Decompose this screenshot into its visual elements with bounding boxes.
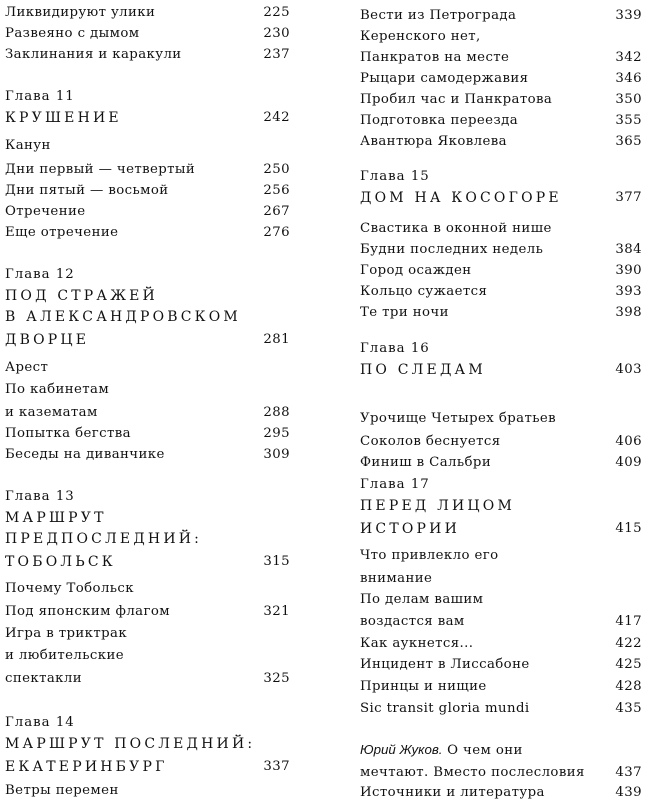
entry-text: Арест — [5, 360, 49, 375]
page-number: 393 — [615, 284, 642, 299]
entry-text: Глава 11 — [5, 89, 75, 104]
entry-text: Кольцо сужается — [360, 284, 488, 299]
page-number: 425 — [615, 657, 642, 672]
entry-text: Финиш в Сальбри — [360, 455, 492, 470]
entry-text: Глава 12 — [5, 267, 75, 282]
entry-text: и любительские — [5, 648, 124, 663]
entry-text: ДВОРЦЕ — [5, 332, 90, 348]
entry-text: КРУШЕНИЕ — [5, 110, 122, 126]
author-name: Юрий Жуков. — [360, 742, 443, 757]
page-number: 346 — [615, 71, 642, 86]
page-number: 267 — [263, 204, 290, 219]
page-number: 225 — [263, 5, 290, 20]
entry-text: воздастся вам — [360, 614, 465, 629]
entry-text: Как аукнется... — [360, 636, 474, 651]
entry-text-rest: О чем они — [447, 743, 523, 758]
entry-text: По кабинетам — [5, 382, 110, 397]
entry-text: Инцидент в Лиссабоне — [360, 657, 530, 672]
page-number: 437 — [615, 765, 642, 780]
entry-text: Панкратов на месте — [360, 50, 510, 65]
entry-text: Игра в триктрак — [5, 626, 128, 641]
page-number: 390 — [615, 263, 642, 278]
page-number: 242 — [263, 110, 290, 125]
entry-text: Глава 14 — [5, 715, 75, 730]
entry-text: внимание — [360, 571, 433, 586]
entry-text: и казематам — [5, 405, 98, 420]
page-number: 355 — [615, 113, 642, 128]
entry-text: Авантюра Яковлева — [360, 134, 508, 149]
entry-text: Беседы на диванчике — [5, 447, 165, 462]
entry-text: Будни последних недель — [360, 242, 544, 257]
entry-text: Дни первый — четвертый — [5, 162, 196, 177]
entry-text: Канун — [5, 138, 51, 153]
entry-text: Под японским флагом — [5, 604, 171, 619]
entry-text: Глава 13 — [5, 489, 75, 504]
entry-text: По делам вашим — [360, 592, 484, 607]
page-number: 428 — [615, 679, 642, 694]
page-number: 342 — [615, 50, 642, 65]
entry-text: Пробил час и Панкратова — [360, 92, 553, 107]
entry-text: Источники и литература — [360, 785, 545, 800]
page-number: 415 — [615, 521, 642, 536]
page-number: 325 — [263, 671, 290, 686]
entry-text: Попытка бегства — [5, 426, 131, 441]
entry-text: Свастика в оконной нише — [360, 221, 552, 236]
entry-text: Рыцари самодержавия — [360, 71, 529, 86]
page-number: 377 — [615, 190, 642, 205]
page-number: 403 — [615, 362, 642, 377]
page-number: 398 — [615, 305, 642, 320]
page-number: 439 — [615, 785, 642, 800]
entry-text: Вести из Петрограда — [360, 8, 517, 23]
entry-text: Заклинания и каракули — [5, 47, 182, 62]
entry-text: В АЛЕКСАНДРОВСКОМ — [5, 309, 241, 325]
entry-text — [360, 741, 523, 760]
page-number: 321 — [263, 604, 290, 619]
entry-text: Принцы и нищие — [360, 679, 487, 694]
page-number: 384 — [615, 242, 642, 257]
page-number: 309 — [263, 447, 290, 462]
page-number: 288 — [263, 405, 290, 420]
entry-text: Соколов беснуется — [360, 434, 501, 449]
page-number: 435 — [615, 701, 642, 716]
page-number: 350 — [615, 92, 642, 107]
page-number: 365 — [615, 134, 642, 149]
entry-text: спектакли — [5, 671, 82, 686]
entry-text: Еще отречение — [5, 225, 119, 240]
entry-text: ПЕРЕД ЛИЦОМ — [360, 498, 516, 514]
entry-text: Глава 16 — [360, 341, 430, 356]
entry-text: Глава 17 — [360, 477, 430, 492]
page-number: 339 — [615, 8, 642, 23]
entry-text: Подготовка переезда — [360, 113, 519, 128]
page-number: 337 — [263, 759, 290, 774]
entry-text: МАРШРУТ — [5, 510, 107, 526]
entry-text: Те три ночи — [360, 305, 449, 320]
entry-text: ПОД СТРАЖЕЙ — [5, 288, 158, 304]
entry-text: Глава 15 — [360, 169, 430, 184]
page-number: 417 — [615, 614, 642, 629]
entry-text: ИСТОРИИ — [360, 521, 460, 537]
entry-text: Развеяно с дымом — [5, 26, 140, 41]
entry-text: ТОБОЛЬСК — [5, 554, 116, 570]
entry-text: Отречение — [5, 204, 86, 219]
entry-text: Город осажден — [360, 263, 472, 278]
page-number: 230 — [263, 26, 290, 41]
page-number: 409 — [615, 455, 642, 470]
page-number: 237 — [263, 47, 290, 62]
entry-text: Ликвидируют улики — [5, 5, 156, 20]
page-number: 276 — [263, 225, 290, 240]
entry-text: ПО СЛЕДАМ — [360, 362, 486, 378]
entry-text: Почему Тобольск — [5, 581, 134, 596]
entry-text: МАРШРУТ ПОСЛЕДНИЙ: — [5, 736, 256, 752]
entry-text: мечтают. Вместо послесловия — [360, 765, 585, 780]
page-number: 281 — [263, 332, 290, 347]
page-number: 250 — [263, 162, 290, 177]
page-number: 422 — [615, 636, 642, 651]
page-number: 406 — [615, 434, 642, 449]
entry-text: Урочище Четырех братьев — [360, 411, 557, 426]
entry-text: Sic transit gloria mundi — [360, 701, 530, 716]
entry-text: ПРЕДПОСЛЕДНИЙ: — [5, 531, 203, 547]
entry-text: Дни пятый — восьмой — [5, 183, 169, 198]
entry-text: Ветры перемен — [5, 783, 119, 798]
page-number: 295 — [263, 426, 290, 441]
entry-text: ДОМ НА КОСОГОРЕ — [360, 190, 562, 206]
entry-text: ЕКАТЕРИНБУРГ — [5, 759, 168, 775]
entry-text: Что привлекло его — [360, 548, 499, 563]
entry-text: Керенского нет, — [360, 29, 481, 44]
page-number: 256 — [263, 183, 290, 198]
page-number: 315 — [263, 554, 290, 569]
